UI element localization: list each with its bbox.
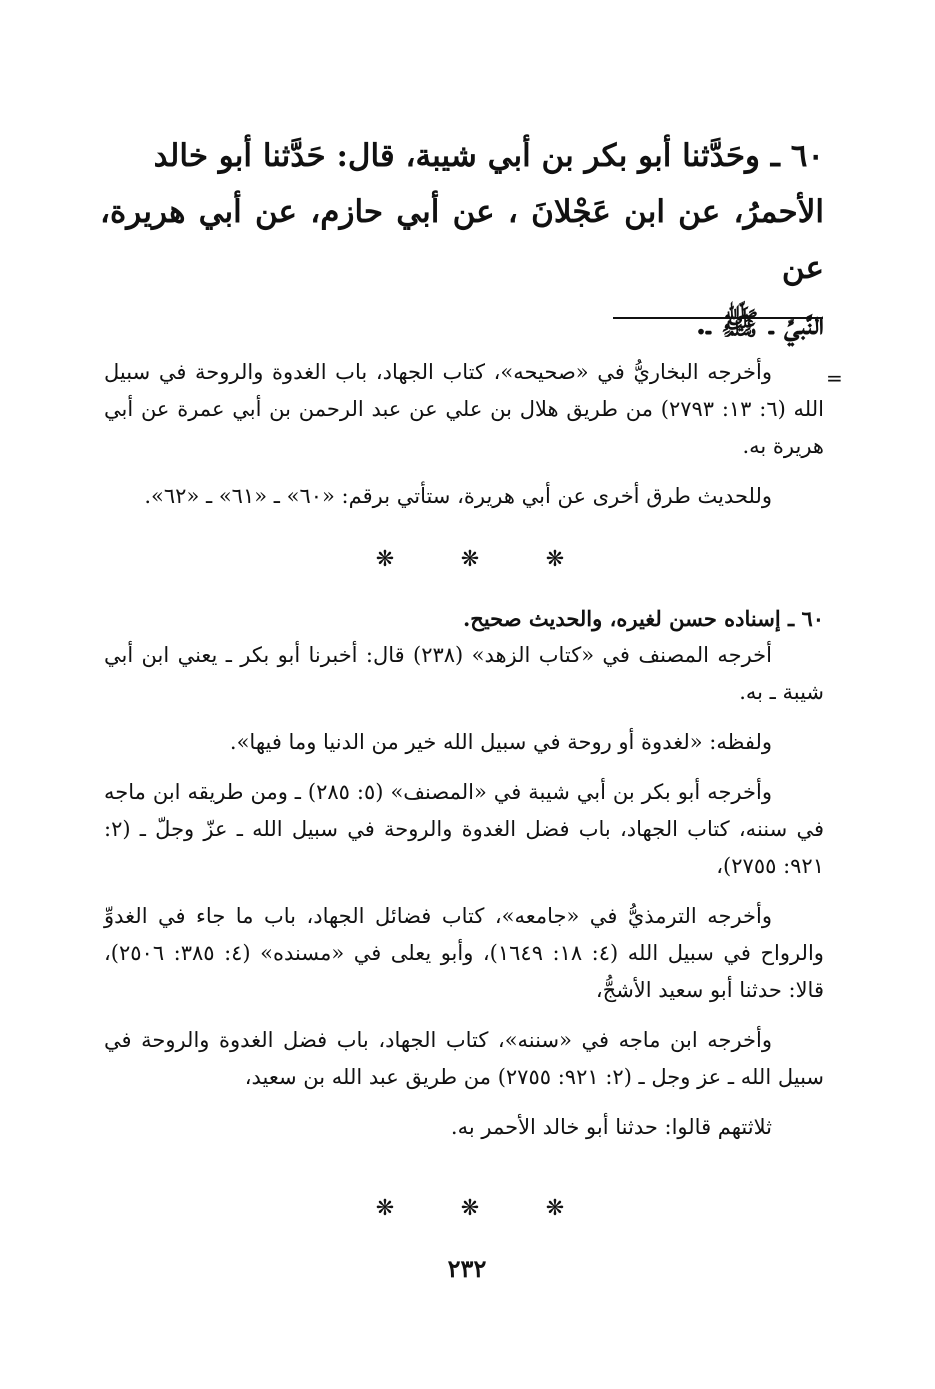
note-musannaf: وأخرجه أبو بكر بن أبي شيبة في «المصنف» (٥: ٢٨٥) ـ ومن طريقه ابن ماجه في سننه، كتاب الجهاد، باب فضل الغدوة والروحة في سبيل الله ـ عزّ وجلّ ـ (٢: ٩٢١: ٢٧٥٥)، (104, 780, 824, 878)
note-wording: ولفظه: «لغدوة أو روحة في سبيل الله خير من الدنيا وما فيها». (229, 730, 772, 754)
grading-heading: ٦٠ ـ إسناده حسن لغيره، والحديث صحيح. (462, 606, 824, 631)
star-ornament-icon: ❋ (375, 546, 395, 572)
footnote-bukhari: وأخرجه البخاريُّ في «صحيحه»، كتاب الجهاد، باب الغدوة والروحة في سبيل الله (٦: ١٣: ٢٧٩٣) من طريق هلال بن علي عن عبد الرحمن بن أبي عمرة عن أبي هريرة به. (104, 360, 824, 458)
hadith-line: الأحمرُ، عن ابن عَجْلانَ ، عن أبي حازم، عن أبي هريرة، عن (100, 194, 824, 286)
note-ibn-majah: وأخرجه ابن ماجه في «سننه»، كتاب الجهاد، باب فضل الغدوة والروحة في سبيل الله ـ عز وجل ـ (٢: ٩٢١: ٢٧٥٥) من طريق عبد الله بن سعيد، (104, 1028, 824, 1089)
star-ornament-icon: ❋ (545, 1195, 565, 1221)
page-number: ٢٣٢ (447, 1254, 487, 1283)
note-three: ثلاثتهم قالوا: حدثنا أبو خالد الأحمر به. (450, 1115, 772, 1139)
section-divider (370, 544, 570, 574)
star-ornament-icon: ❋ (460, 546, 480, 572)
footnote-separator (613, 317, 823, 319)
star-ornament-icon: ❋ (375, 1195, 395, 1221)
note-zuhd: أخرجه المصنف في «كتاب الزهد» (٢٣٨) قال: أخبرنا أبو بكر ـ يعني ابن أبي شيبة ـ به. (104, 643, 824, 704)
star-ornament-icon: ❋ (545, 546, 565, 572)
hadith-line: النَّبيِّ ـ ﷺ ـ. (695, 306, 824, 342)
continuation-mark: = (826, 366, 843, 390)
takhrij-notes (104, 600, 824, 1146)
footnote-other-routes: وللحديث طرق أخرى عن أبي هريرة، ستأتي برقم: «٦٠» ـ «٦١» ـ «٦٢». (144, 484, 772, 508)
note-tirmidhi: وأخرجه الترمذيُّ في «جامعه»، كتاب فضائل الجهاد، باب ما جاء في الغدوِّ والرواح في سبيل الله (٤: ١٨: ١٦٤٩)، وأبو يعلى في «مسنده» (٤: ٣٨٥: ٢٥٠٦)، قالا: حدثنا أبو سعيد الأشجُّ، (104, 904, 824, 1002)
footnotes (104, 354, 824, 515)
hadith-line: ٦٠ ـ وحَدَّثنا أبو بكر بن أبي شيبة، قال: حَدَّثنا أبو خالد (153, 138, 824, 174)
star-ornament-icon: ❋ (460, 1195, 480, 1221)
section-divider (370, 1193, 570, 1223)
